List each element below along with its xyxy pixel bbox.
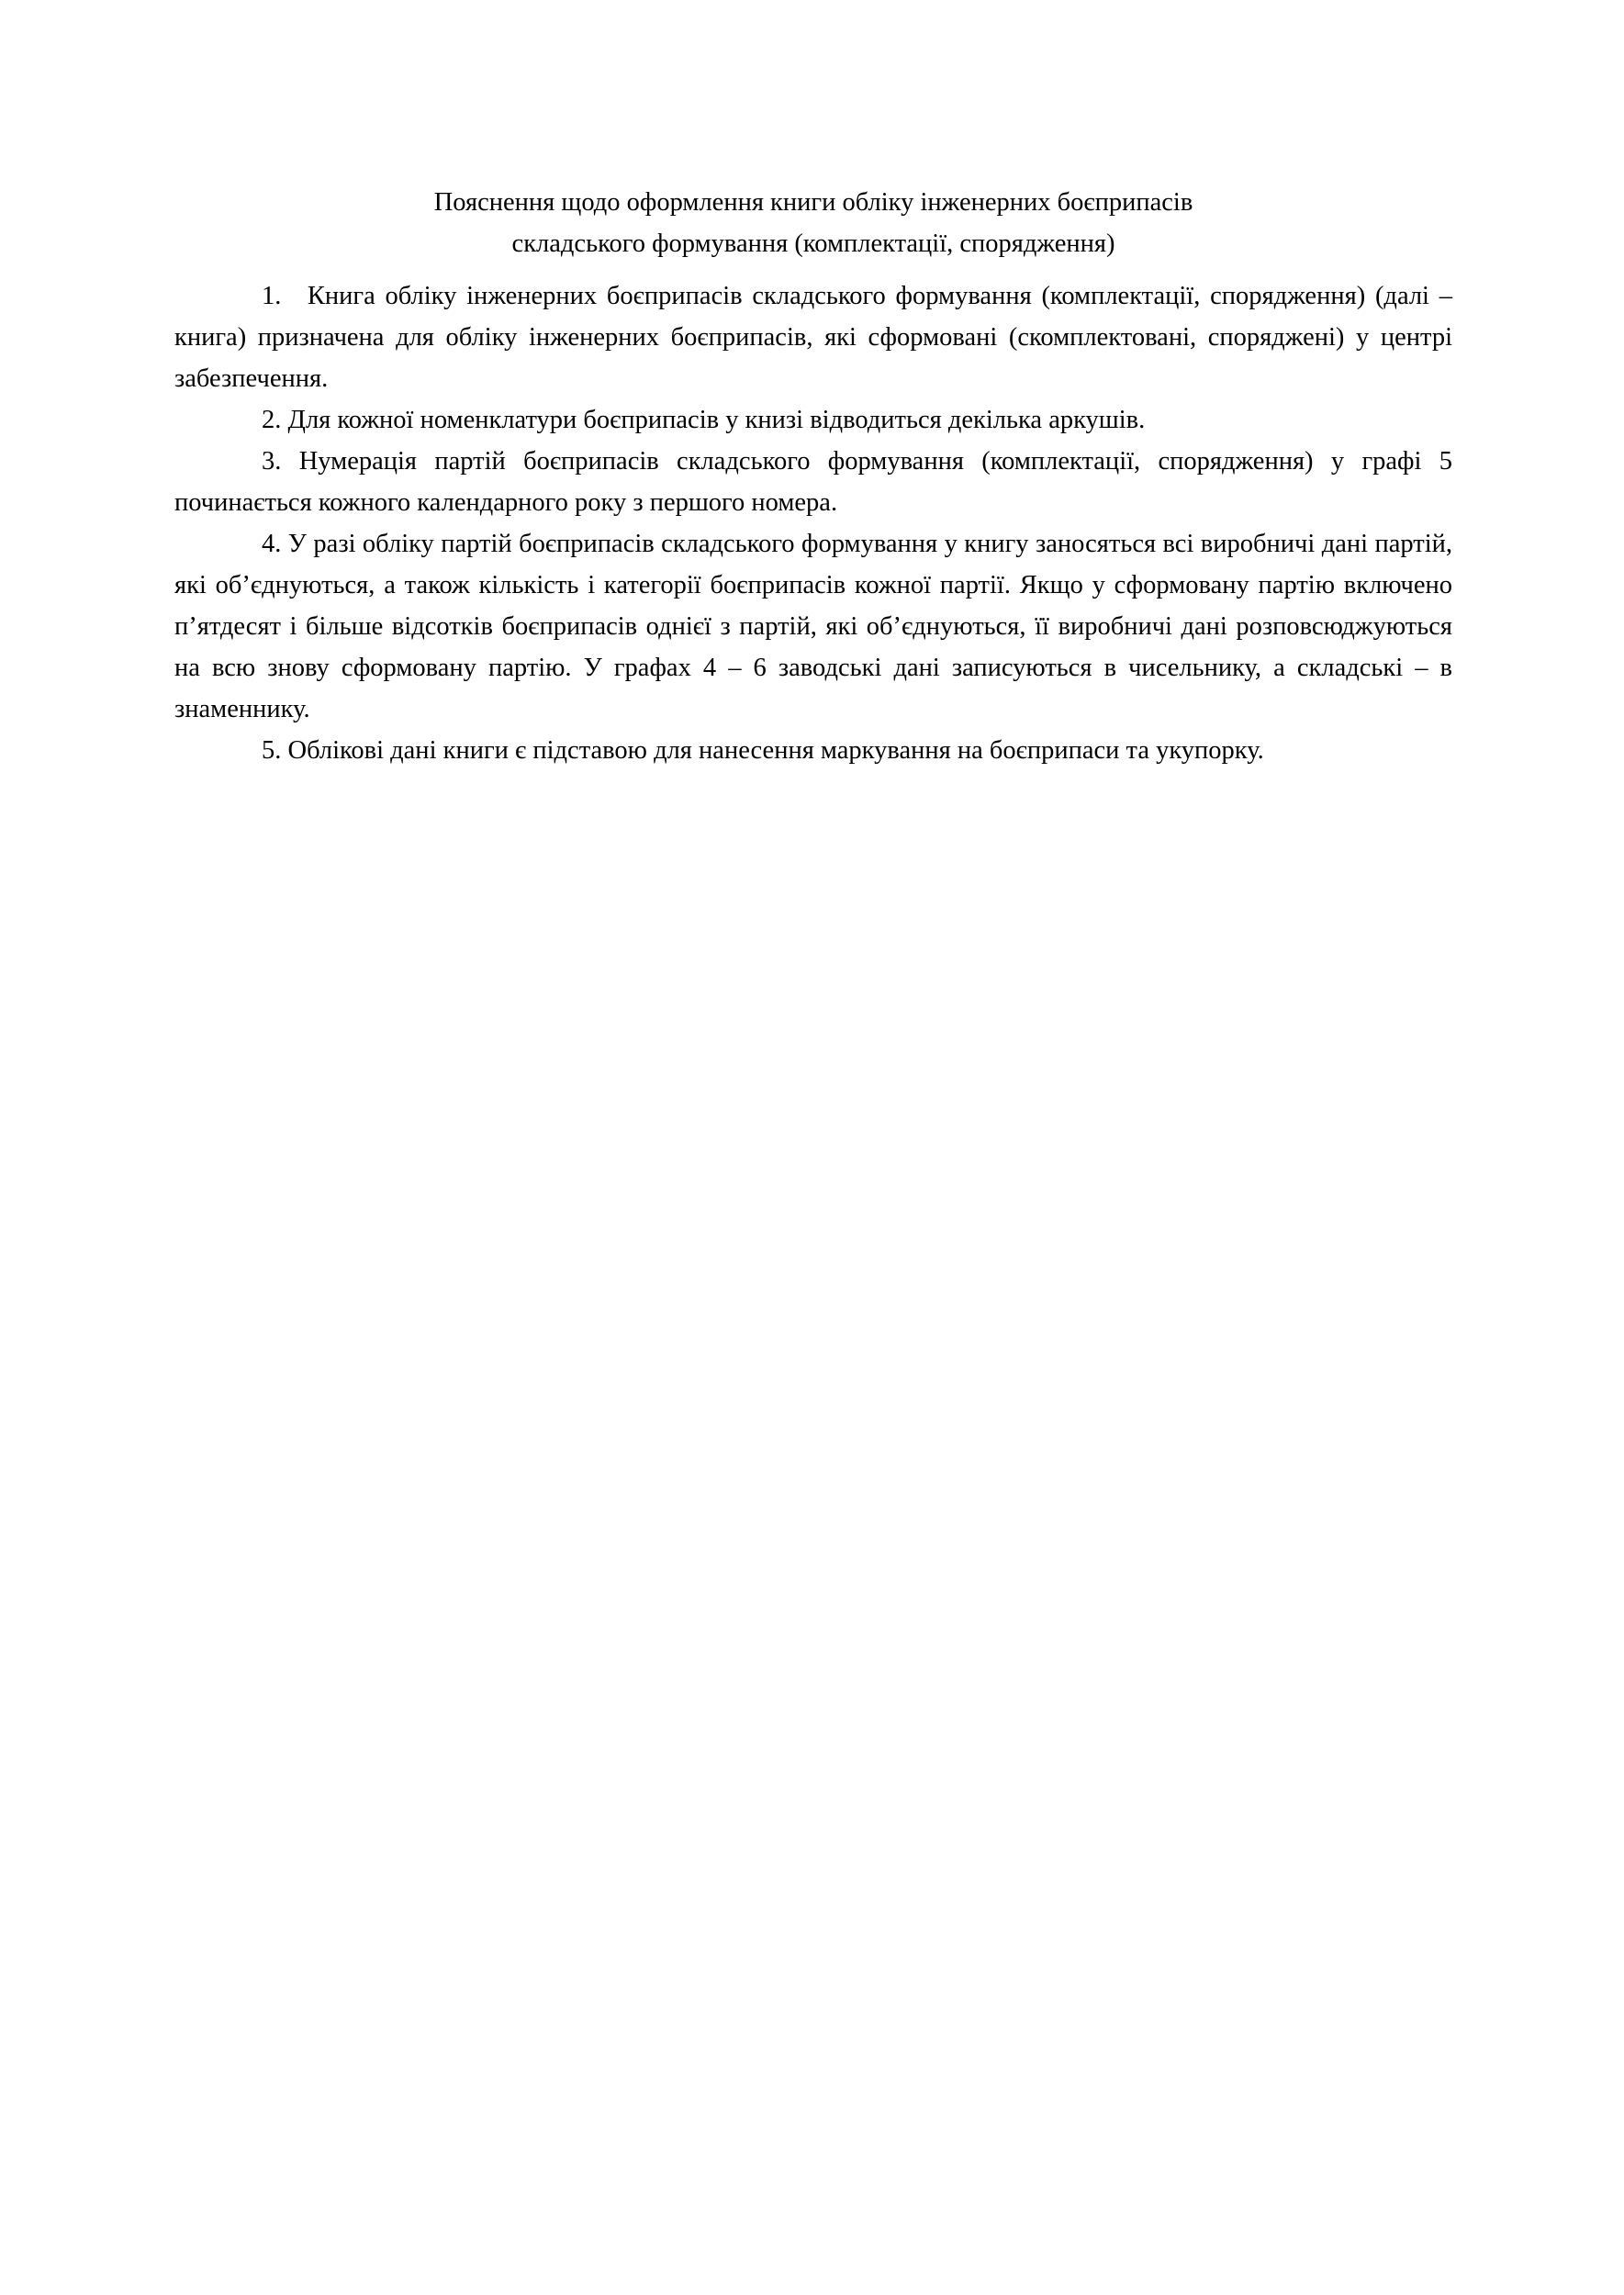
paragraph-1: 1. Книга обліку інженерних боєприпасів складського формування (комплектації, спорядження) (далі – книга) призначена для обліку інженерних боєприпасів, які сформовані (скомплектовані, споряджені) у центрі забезпечення. — [174, 282, 1452, 393]
paragraph-4: 4. У разі обліку партій боєприпасів складського формування у книгу заносяться всі виробничі дані партій, які об’єднуються, а також кількість і категорії боєприпасів кожної партії. Якщо у сформовану партію включено п’ятдесят і більше відсотків боєприпасів однієї з партій, які об’єднуються, її виробничі дані розповсюджуються на всю знову сформовану партію. У графах 4 – 6 заводські дані записуються в чисельнику, а складські – в знаменнику. — [174, 530, 1452, 723]
paragraph-2: 2. Для кожної номенклатури боєприпасів у книзі відводиться декілька аркушів. — [262, 406, 1146, 434]
paragraph-3: 3. Нумерація партій боєприпасів складського формування (комплектації, спорядження) у графі 5 починається кожного календарного року з першого номера. — [174, 447, 1452, 517]
title-spacer — [174, 264, 1452, 275]
document-title — [174, 182, 1452, 264]
title-line-2: складського формування (комплектації, спорядження) — [511, 230, 1115, 258]
document-body — [174, 182, 1452, 771]
title-line-1: Пояснення щодо оформлення книги обліку інженерних боєприпасів — [433, 188, 1193, 217]
paragraph-5: 5. Облікові дані книги є підставою для нанесення маркування на боєприпаси та укупорку. — [262, 736, 1264, 765]
